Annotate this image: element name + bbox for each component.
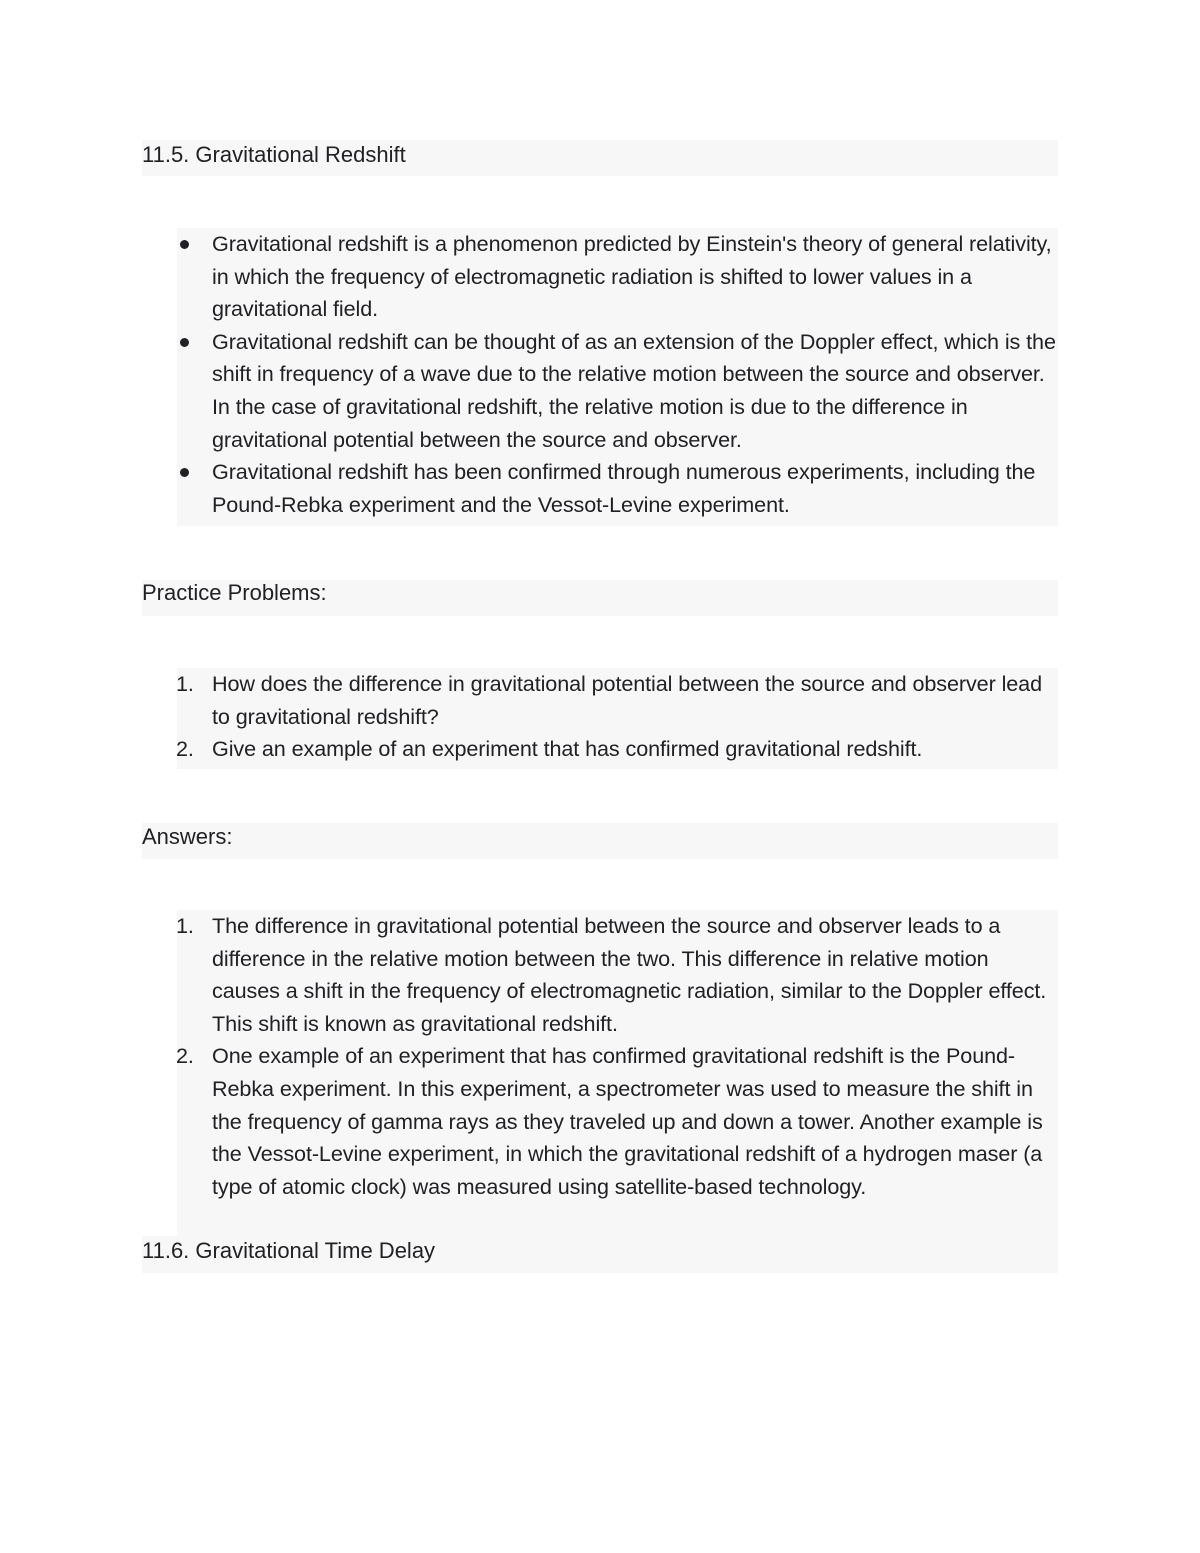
bullet-item	[142, 326, 1058, 456]
practice-list	[142, 668, 1058, 766]
practice-heading: Practice Problems:	[142, 580, 327, 605]
answers-heading-highlight	[142, 823, 1058, 859]
bullet-dot-icon	[180, 468, 189, 477]
answer-text: One example of an experiment that has confirmed gravitational redshift is the Pound-Rebka experiment. In this experiment, a spectrometer was used to measure the shift in the frequency of gamma rays as they traveled up and down a tower. Another example is the Vessot-Levine experiment, in which the gravitational redshift of a hydrogen maser (a type of atomic clock) was measured using satellite-based technology.	[212, 1043, 1043, 1199]
bullet-dot-icon	[180, 338, 189, 347]
answers-list	[142, 910, 1058, 1203]
bullet-text: Gravitational redshift can be thought of as an extension of the Doppler effect, which is the shift in frequency of a wave due to the relative motion between the source and observer. In the case of gravitational redshift, the relative motion is due to the difference in gravitational potential between the source and observer.	[212, 328, 1056, 452]
bullet-dot-icon	[180, 240, 189, 249]
list-number: 1.	[176, 913, 194, 938]
bullet-item	[142, 456, 1058, 521]
practice-item	[142, 733, 1058, 766]
answers-heading: Answers:	[142, 824, 233, 849]
practice-text: How does the difference in gravitational potential between the source and observer lead to gravitational redshift?	[212, 671, 1042, 729]
bullet-list	[142, 228, 1058, 521]
list-number: 2.	[176, 1043, 194, 1069]
bullet-text: Gravitational redshift has been confirmed through numerous experiments, including the Pound-Rebka experiment and the Vessot-Levine experiment.	[212, 459, 1036, 517]
bullet-item	[142, 228, 1058, 326]
next-section-heading: 11.6. Gravitational Time Delay	[142, 1238, 436, 1263]
answer-item	[142, 1040, 1058, 1203]
answer-item	[142, 910, 1058, 1040]
section-heading: 11.5. Gravitational Redshift	[142, 142, 406, 167]
practice-item	[142, 668, 1058, 733]
list-number: 1.	[176, 671, 194, 696]
bullet-text: Gravitational redshift is a phenomenon predicted by Einstein's theory of general relativity, in which the frequency of electromagnetic radiation is shifted to lower values in a gravitational field.	[212, 231, 1052, 322]
list-number: 2.	[176, 736, 194, 762]
answer-text: The difference in gravitational potential between the source and observer leads to a difference in the relative motion between the two. This difference in relative motion causes a shift in the frequency of electromagnetic radiation, similar to the Doppler effect. This shift is known as gravitational redshift.	[212, 913, 1047, 1036]
practice-text: Give an example of an experiment that has confirmed gravitational redshift.	[212, 736, 923, 762]
